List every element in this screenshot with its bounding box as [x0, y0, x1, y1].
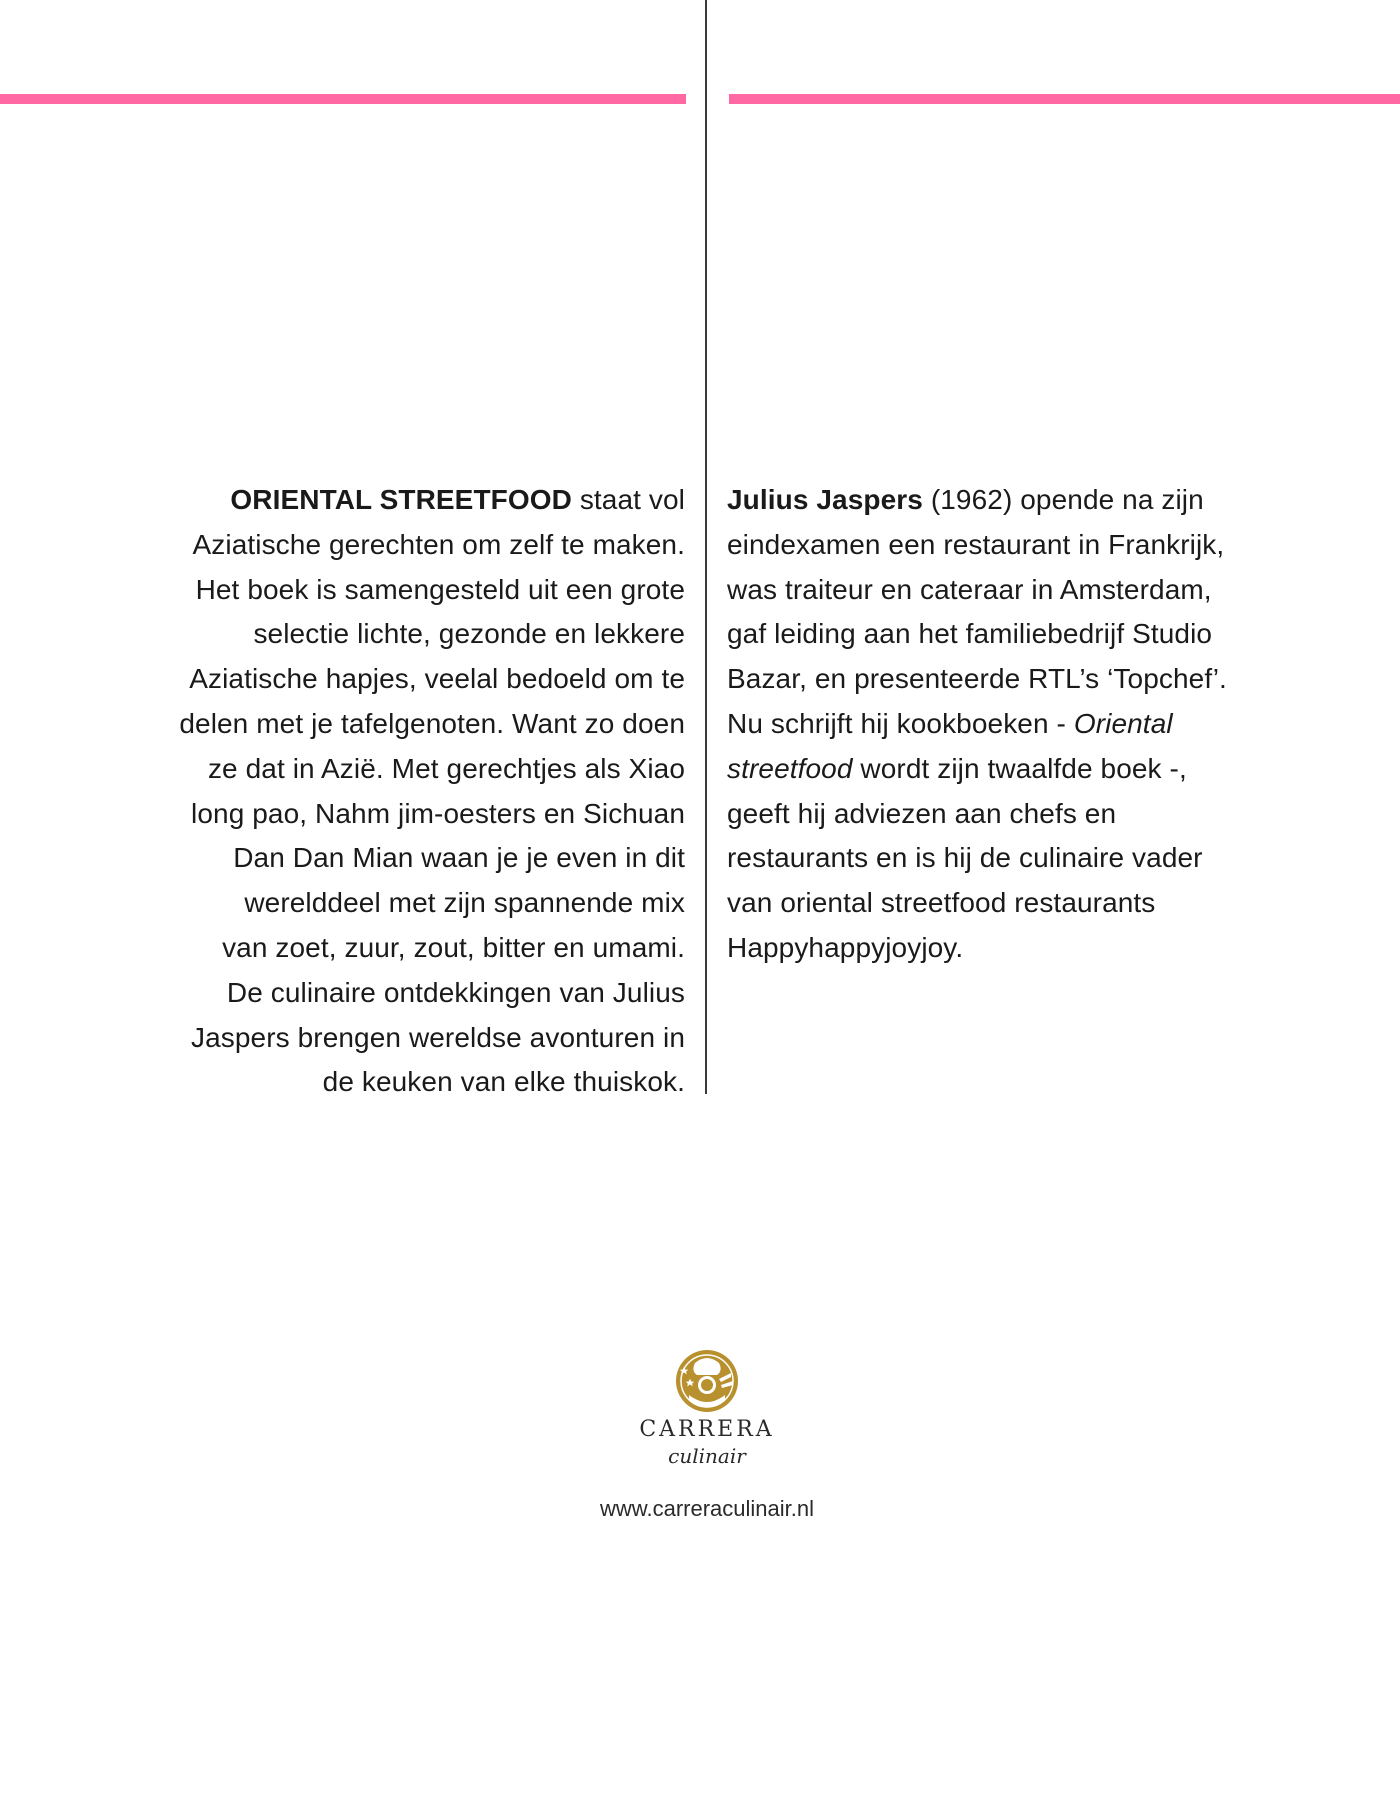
- center-divider: [705, 0, 707, 1094]
- description-line: Aziatische hapjes, veelal bedoeld om te: [189, 663, 685, 695]
- bio-line: Happyhappyjoyjoy.: [727, 931, 964, 963]
- bio-line: was traiteur en cateraar in Amsterdam,: [727, 573, 1212, 605]
- book-description: [85, 478, 685, 1105]
- author-bio: [727, 478, 1287, 971]
- description-line: Het boek is samengesteld uit een grote: [195, 573, 685, 605]
- publisher-url: www.carreraculinair.nl: [600, 1496, 814, 1521]
- description-line: de keuken van elke thuiskok.: [322, 1066, 685, 1098]
- publisher-wordmark: [540, 1416, 874, 1468]
- pink-rule-left: [0, 94, 686, 104]
- bio-line: geeft hij adviezen aan chefs en: [727, 797, 1117, 829]
- author-name: Julius Jaspers: [727, 484, 923, 515]
- description-line: De culinaire ontdekkingen van Julius: [226, 976, 685, 1008]
- description-line: Dan Dan Mian waan je je even in dit: [233, 842, 685, 874]
- description-line: Jaspers brengen wereldse avonturen in: [190, 1021, 685, 1053]
- publisher-subtitle: culinair: [668, 1444, 746, 1468]
- description-line: delen met je tafelgenoten. Want zo doen: [179, 707, 685, 739]
- bio-line: restaurants en is hij de culinaire vader: [727, 842, 1203, 874]
- description-line: ze dat in Azië. Met gerechtjes als Xiao: [207, 752, 685, 784]
- chef-emblem-icon: [675, 1349, 739, 1413]
- bio-line: gaf leiding aan het familiebedrijf Studio: [727, 618, 1213, 650]
- pink-rule-right: [729, 94, 1400, 104]
- publisher-name: CARRERA: [639, 1417, 775, 1442]
- bio-line: van oriental streetfood restaurants: [727, 887, 1156, 919]
- bio-line-1: Julius Jaspers (1962) opende na zijn: [727, 484, 1204, 515]
- description-line: van zoet, zuur, zout, bitter en umami.: [222, 931, 685, 963]
- description-line-1: ORIENTAL STREETFOOD staat vol: [230, 484, 685, 515]
- description-line: Aziatische gerechten om zelf te maken.: [192, 528, 685, 560]
- bio-line: eindexamen een restaurant in Frankrijk,: [727, 528, 1225, 560]
- bio-line: Nu schrijft hij kookboeken - Oriental: [727, 707, 1173, 739]
- description-line: werelddeel met zijn spannende mix: [244, 887, 685, 919]
- bio-line: streetfood wordt zijn twaalfde boek -,: [727, 752, 1187, 784]
- bio-line: Bazar, en presenteerde RTL’s ‘Topchef’.: [727, 663, 1227, 695]
- book-title: ORIENTAL STREETFOOD: [230, 484, 572, 515]
- description-line: long pao, Nahm jim-oesters en Sichuan: [191, 797, 685, 829]
- description-line: selectie lichte, gezonde en lekkere: [253, 618, 685, 650]
